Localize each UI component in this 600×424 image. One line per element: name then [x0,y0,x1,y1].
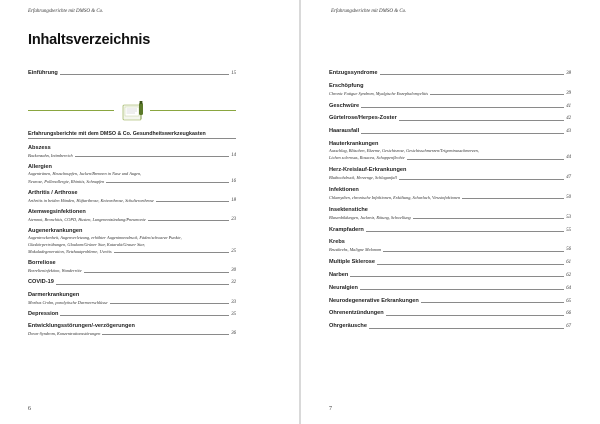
toc-entry-row [329,227,571,234]
toc-entry-page: 41 [566,103,571,109]
page-number: 6 [28,406,31,412]
toc-subentry-page: 53 [566,214,571,220]
toc-subentry-text: Brustkrebs, Maligne Melanom [329,247,382,253]
toc-entry[interactable] [329,239,571,253]
toc-entry-page: 64 [566,285,571,291]
toc-subentry-page: 50 [566,194,571,200]
page-number: 7 [329,406,332,412]
toc-subentry-row [28,152,236,159]
toc-entry-row [329,115,571,122]
toc-subentry-row [329,90,571,97]
leader-line [60,315,229,316]
toc-entry[interactable] [329,227,571,234]
toc-entry-row [329,167,571,174]
toc-entry[interactable] [28,190,236,204]
toc-entry-page: 38 [566,71,571,76]
toc-entry[interactable] [329,207,571,221]
toc-subentry-text: Chronic Fatigue Syndrom, Myalgische Enzephalomyelitis [329,90,429,96]
toc-entry-row [28,164,236,171]
toc-entry-title: Multiple Sklerose [329,259,376,266]
leader-line [56,284,229,285]
leader-line [114,252,229,253]
leader-line [366,231,564,232]
toc-subentry-text: Augentrockenheit, Augenverletzung, erhöhter Augeninnendruck, Fäden/schwarze Punkte, [28,235,182,241]
leader-line [380,74,565,75]
toc-entry-row [329,285,571,292]
toc-entry-row [329,239,571,246]
toc-entry-page: 62 [566,272,571,278]
toc-subentry-row [329,214,571,221]
divider-line-right [150,110,236,111]
leader-line [84,272,229,273]
toc-entry-title: Haarausfall [329,128,360,135]
leader-line [75,156,229,157]
leader-line [399,179,564,180]
toc-entry-title: Ohrgeräusche [329,323,367,330]
leader-line [369,328,564,329]
toc-entry-title: Depression [28,310,59,317]
toc-entry[interactable] [28,164,236,184]
section-heading [28,131,236,139]
toc-subentry-text: Neurose, Pollenallergie, Rhinitis, Schnupfen [28,178,105,184]
toc-entry[interactable] [28,311,236,318]
toc-subentry-text: Blasenbildungen, Juckreiz, Rötung, Schwellung [329,214,411,220]
toc-subentry-page: 47 [566,175,571,181]
toc-entry-row [28,228,236,235]
toc-subentry-page: 18 [231,197,236,203]
toc-entry[interactable] [28,209,236,223]
intro-entry[interactable] [28,70,236,77]
toc-entry-page: 32 [231,280,236,286]
toc-entry[interactable] [28,228,236,255]
toc-subentry-text: Backenzahn, Intimbereich [28,153,73,158]
toc-entry-page: 35 [231,311,236,317]
toc-subentry-page: 23 [231,216,236,222]
toc-subentry-text: Augentränen, Heuschnupfen, Jucken/Brennen in Nase und Augen, [28,171,142,177]
leader-line [383,251,564,252]
intro-page: 15 [231,71,236,76]
toc-entry-title: Darmerkrankungen [28,291,80,298]
toc-entry-title: Herz-Kreislauf-Erkrankungen [329,167,407,174]
leader-line [361,107,564,108]
toc-subentry-text: Arthritis in beiden Händen, Hüftarthrose, Kniearthrose, Schulterarthrose [28,197,154,203]
toc-entry-title: Ohrenentzündungen [329,310,384,317]
toc-entry[interactable] [329,298,571,305]
left-page [0,0,299,424]
toc-subentry-row [28,197,236,204]
toc-entry-row [28,323,236,330]
right-page [301,0,600,424]
leader-line [386,315,564,316]
leader-line [148,220,229,221]
toc-entry-title: Abszess [28,145,51,151]
running-header: Erfahrungsberichte mit DMSO & Co. [28,9,104,14]
toc-subentry-text: Chlamydien, chronische Infektionen, Erkältung, Scharlach, Virusinfektionen [329,194,461,200]
section-heading-underline [28,138,236,139]
toc-subentry-row [28,178,236,185]
toc-entry[interactable] [28,145,236,159]
toc-entry-row [28,190,236,197]
toc-subentry-page: 14 [231,153,236,158]
toc-subentry-row [329,194,571,201]
toc-entry-title: Entwicklungsstörungen/-verzögerungen [28,322,135,329]
toc-subentry-row [28,299,236,306]
toc-entry-page: 67 [566,324,571,330]
toc-subentry-row [329,174,571,181]
toc-subentry-row [329,246,571,253]
toc-entry[interactable] [329,167,571,181]
toc-entry-title: Augenerkrankungen [28,228,83,235]
toc-entry-page: 66 [566,311,571,317]
toc-entry-title: Entzugssyndrome [329,70,378,76]
divider-line-left [28,110,114,111]
toc-entry-row [329,298,571,305]
toc-entry-title: Insektenstiche [329,206,368,213]
toc-entry-title: Hauterkrankungen [329,140,379,147]
toc-entry-title: Arthritis / Arthrose [28,189,78,196]
toc-subentry-page: 39 [566,90,571,96]
toc-entry-page: 65 [566,298,571,304]
toc-entry-row [329,83,571,90]
toc-list-right [329,70,571,336]
toc-entry[interactable] [28,260,236,274]
toc-entry[interactable] [329,323,571,330]
toc-entry-title: Gürtelrose/Herpes-Zoster [329,115,397,122]
toc-subentry-row [28,267,236,274]
toc-subentry-row [28,248,236,255]
toc-entry-title: Narben [329,271,349,278]
toc-entry[interactable] [329,285,571,292]
toc-entry-title: Neuralgien [329,284,358,291]
ornament-divider [28,100,236,122]
section-heading-text: Erfahrungsberichte mit dem DMSO & Co. Gesundheitswerkzeugkasten [28,131,206,137]
toc-subentry-page: 44 [566,155,571,161]
toc-subentry-text: Bluthochdruck, Herzenge, Schlaganfall [329,175,397,181]
leader-line [156,201,229,202]
toc-entry[interactable] [329,128,571,135]
toc-subentry-page: 56 [566,247,571,253]
toc-subentry-row [28,330,236,337]
toc-entry-page: 55 [566,227,571,233]
toc-subentry-text: Ausschlag, Bläschen, Ekzeme, Gesichtsrose, Gesichtsschmerzen/Trigeminusschmerzen, [329,147,479,153]
toc-entry-row [329,70,571,77]
toc-entry[interactable] [329,115,571,122]
leader-line [430,94,564,95]
toc-entry-row [329,103,571,110]
toc-entry-row [28,209,236,216]
toc-entry-row [28,145,236,152]
leader-line [377,264,564,265]
toc-subentry-text: Morbus Crohn, paralytische Darmverschlüsse [28,299,108,305]
leader-line [106,182,229,183]
leader-line [360,289,564,290]
toc-entry[interactable] [329,272,571,279]
leader-line [361,133,564,134]
toc-entry[interactable] [329,310,571,317]
toc-subentry-text: Lichen sclerosus, Rosacea, Schuppenflechte [329,155,405,161]
toc-entry-row [28,279,236,286]
toc-entry-title: Erschöpfung [329,82,364,89]
toc-entry-title: Infektionen [329,186,359,193]
toc-subentry-page: 30 [231,268,236,274]
toc-subentry-text: Makuladegeneration, Netzhautprobleme, Uveitis [28,248,112,254]
toc-subentry-text: Down-Syndrom, Konzentrationsstörungen [28,330,101,336]
bottle-with-dropper-icon [120,100,146,122]
toc-subentry-page: 16 [231,178,236,184]
leader-line [407,159,564,160]
toc-entry-row [28,311,236,318]
toc-entry-title: Neurodegenerative Erkrankungen [329,297,419,304]
toc-entry-row [329,272,571,279]
running-header: Erfahrungsberichte mit DMSO & Co. [331,9,407,14]
toc-entry[interactable] [28,292,236,306]
toc-entry-row [329,128,571,135]
toc-entry-title: Krampfadern [329,226,364,233]
toc-subentry-page: 36 [231,330,236,336]
toc-entry-row [329,259,571,266]
toc-entry[interactable] [28,323,236,337]
intro-title: Einführung [28,70,58,76]
toc-entry-page: 42 [566,116,571,122]
page-title: Inhaltsverzeichnis [28,32,151,48]
toc-entry-row [28,292,236,299]
toc-entry-title: Atemwegsinfektionen [28,208,86,215]
toc-entry-title: Geschwüre [329,102,360,109]
toc-entry[interactable] [28,279,236,286]
leader-line [399,120,564,121]
leader-line [110,303,229,304]
toc-entry-title: Allergien [28,164,52,171]
toc-entry[interactable] [329,141,571,161]
toc-entry-page: 43 [566,129,571,135]
toc-subentry-text: Atemnot, Bronchitis, COPD, Husten, Lungenentzündung/Pneumonie [28,216,146,222]
toc-subentry-row [28,216,236,223]
toc-subentry-text: Borrelieninfektion, Wanderröte [28,268,82,274]
leader-line [350,276,564,277]
toc-entry[interactable] [329,103,571,110]
leader-line [102,334,229,335]
leader-line [60,74,229,75]
toc-entry[interactable] [329,83,571,97]
toc-subentry-page: 25 [231,248,236,254]
toc-entry[interactable] [329,187,571,201]
toc-subentry-text: Glaskörpertrübungen, Glaukom/Grüner Star, Katarakt/Grauer Star, [28,241,145,247]
leader-line [421,302,564,303]
toc-subentry-page: 33 [231,299,236,305]
toc-entry[interactable] [329,70,571,77]
leader-line [413,218,564,219]
toc-entry-page: 61 [566,260,571,266]
toc-entry-title: COVID-19 [28,279,54,286]
toc-list-left [28,145,236,342]
toc-entry-row [28,260,236,267]
toc-entry-title: Borreliose [28,260,56,267]
toc-entry-row [329,310,571,317]
toc-entry-row [329,187,571,194]
toc-entry[interactable] [329,259,571,266]
toc-subentry-row [329,154,571,161]
toc-entry-row [329,207,571,214]
toc-entry-title: Krebs [329,239,345,246]
toc-entry-row [329,323,571,330]
toc-entry-row [329,141,571,148]
leader-line [462,198,564,199]
